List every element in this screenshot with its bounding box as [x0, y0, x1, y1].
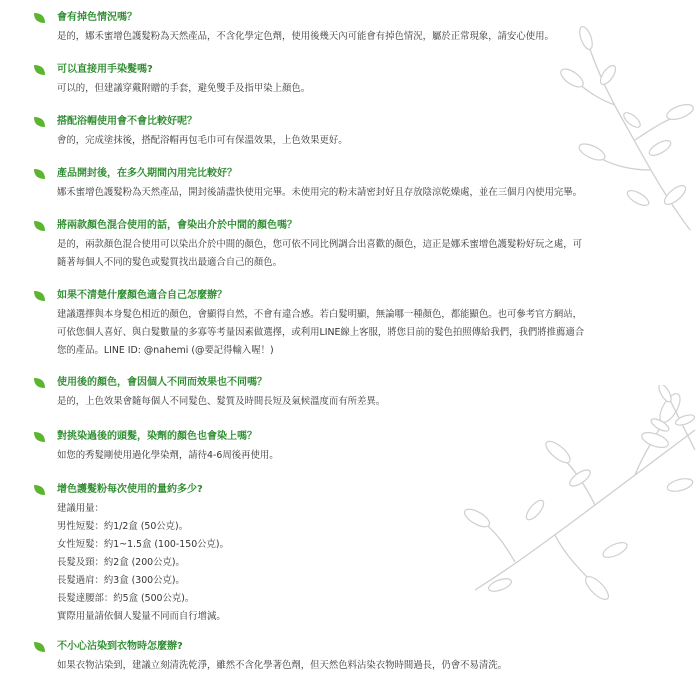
faq-answer — [57, 657, 677, 675]
faq-answer-line: 可依您個人喜好、與白髮數量的多寡等考量因素做選擇，或利用LINE線上客服，將您目前的髮色拍照傳給我們，我們將推薦適合 — [57, 327, 585, 338]
faq-question-text: 可以直接用手染髮嗎? — [57, 64, 153, 75]
faq-question — [0, 115, 700, 131]
leaf-bullet-icon — [33, 116, 46, 128]
leaf-bullet-icon — [33, 64, 46, 76]
faq-answer — [57, 184, 677, 202]
faq-answer — [57, 447, 677, 465]
leaf-bullet-icon — [33, 431, 46, 443]
faq-answer-line: 您的產品。LINE ID: @nahemi (@要記得輸入喔！) — [57, 345, 274, 356]
faq-question — [0, 289, 700, 305]
faq-answer — [57, 28, 677, 46]
faq-question — [0, 167, 700, 183]
faq-item — [0, 483, 700, 626]
faq-question — [0, 219, 700, 235]
faq-answer — [57, 236, 677, 272]
leaf-bullet-icon — [33, 290, 46, 302]
faq-item — [0, 219, 700, 272]
faq-question — [0, 640, 700, 656]
faq-answer-line: 女性短髮：約1~1.5盒 (100-150公克)。 — [57, 539, 229, 550]
faq-answer-line: 建議用量： — [57, 503, 104, 514]
faq-answer-line: 是的，兩款顏色混合使用可以染出介於中間的顏色，您可依不同比例調合出喜歡的顏色，這正是娜禾蜜增色護髮粉好玩之處，可 — [57, 239, 583, 250]
leaf-bullet-icon — [33, 12, 46, 24]
faq-item — [0, 167, 700, 202]
faq-question-text: 不小心沾染到衣物時怎麼辦? — [57, 641, 183, 652]
faq-answer — [57, 500, 677, 626]
faq-question-text: 如果不清楚什麼顏色適合自己怎麼辦？ — [57, 290, 227, 301]
faq-answer-line: 是的，娜禾蜜增色護髮粉為天然產品，不含化學定色劑，使用後幾天內可能會有掉色情況，屬於正常現象，請安心使用。 — [57, 31, 554, 42]
faq-item — [0, 63, 700, 98]
faq-answer — [57, 306, 677, 360]
faq-answer-line: 長髮及頸：約2盒 (200公克)。 — [57, 557, 185, 568]
leaf-bullet-icon — [33, 377, 46, 389]
leaf-bullet-icon — [33, 168, 46, 180]
faq-answer-line: 如您的秀髮剛使用過化學染劑，請待4-6周後再使用。 — [57, 450, 279, 461]
faq-answer — [57, 393, 677, 411]
faq-answer — [57, 80, 677, 98]
faq-answer-line: 會的，完成塗抹後，搭配浴帽再包毛巾可有保溫效果，上色效果更好。 — [57, 135, 348, 146]
faq-answer-line: 長髮達腰部：約5盒 (500公克)。 — [57, 593, 195, 604]
faq-question-text: 搭配浴帽使用會不會比較好呢？ — [57, 116, 197, 127]
faq-question — [0, 483, 700, 499]
faq-answer-line: 男性短髮：約1/2盒 (50公克)。 — [57, 521, 189, 532]
faq-answer-line: 是的，上色效果會隨每個人不同髮色、髮質及時間長短及氣候溫度而有所差異。 — [57, 396, 386, 407]
faq-item — [0, 640, 700, 675]
faq-answer-line: 如果衣物沾染到，建議立刻清洗乾淨，雖然不含化學著色劑，但天然色料沾染衣物時間過長，仍會不易清洗。 — [57, 660, 508, 671]
faq-question-text: 增色護髮粉每次使用的量約多少? — [57, 484, 203, 495]
faq-answer-line: 娜禾蜜增色護髮粉為天然產品，開封後請盡快使用完畢。未使用完的粉末請密封好且存放陰涼乾燥處，並在三個月內使用完畢。 — [57, 187, 583, 198]
faq-answer-line: 建議選擇與本身髮色相近的顏色，會顯得自然，不會有違合感。若白髮明顯，無論哪一種顏色，都能顯色。也可參考官方網站， — [57, 309, 583, 320]
faq-answer-line: 實際用量請依個人髮量不同而自行增減。 — [57, 611, 226, 622]
faq-answer — [57, 132, 677, 150]
faq-question-text: 對挑染過後的頭髮，染劑的顏色也會染上嗎？ — [57, 431, 257, 442]
faq-question-text: 將兩款顏色混合使用的話，會染出介於中間的顏色嗎？ — [57, 220, 297, 231]
faq-question — [0, 63, 700, 79]
faq-question — [0, 430, 700, 446]
faq-item — [0, 11, 700, 46]
faq-item — [0, 430, 700, 465]
faq-answer-line: 隨著每個人不同的髮色或髮質找出最適合自己的顏色。 — [57, 257, 283, 268]
faq-question — [0, 376, 700, 392]
leaf-bullet-icon — [33, 641, 46, 653]
leaf-bullet-icon — [33, 484, 46, 496]
faq-question-text: 使用後的顏色，會因個人不同而效果也不同嗎？ — [57, 377, 267, 388]
faq-question — [0, 11, 700, 27]
faq-item — [0, 376, 700, 411]
leaf-bullet-icon — [33, 220, 46, 232]
faq-answer-line: 可以的，但建議穿戴附贈的手套，避免雙手及指甲染上顏色。 — [57, 83, 311, 94]
faq-answer-line: 長髮過肩：約3盒 (300公克)。 — [57, 575, 185, 586]
faq-question-text: 會有掉色情況嗎？ — [57, 12, 137, 23]
faq-item — [0, 115, 700, 150]
faq-question-text: 產品開封後，在多久期間內用完比較好？ — [57, 168, 237, 179]
faq-item — [0, 289, 700, 360]
